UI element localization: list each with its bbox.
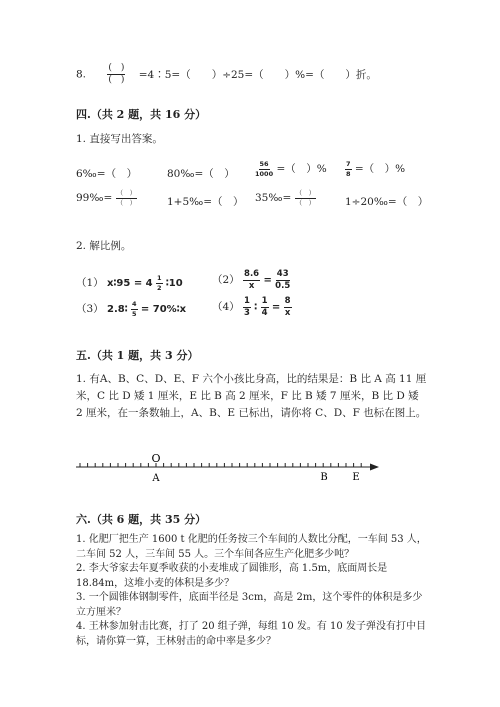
fraction-denominator: 8 (346, 169, 351, 178)
question-8 (76, 64, 377, 85)
oral-calc-2a-pre: 99‰= (76, 192, 113, 204)
blank-fraction (116, 190, 138, 206)
oral-calc-1b: 80‰=（ ） (167, 168, 235, 180)
point-label-b: B (320, 472, 328, 483)
oral-calc-1a: 6‰=（ ） (76, 168, 138, 180)
section-4-title: 四.（共 2 题，共 16 分） (76, 108, 207, 121)
fraction-numerator: 7 (346, 160, 351, 168)
fraction-numerator: 1 (244, 296, 250, 306)
proportion-2 (212, 270, 290, 290)
colon-sign: ∶ (254, 302, 258, 313)
fraction-denominator: 0.5 (275, 280, 291, 291)
fraction-numerator: 8.6 (244, 269, 260, 279)
section-4-q2: 2. 解比例。 (76, 240, 132, 252)
oral-calc-2c-pre: 35‰= (255, 192, 292, 204)
fraction-denominator: （ ） (116, 198, 137, 207)
number-line (0, 448, 500, 498)
fraction-denominator: 5 (132, 309, 137, 318)
fraction-numerator: 43 (276, 269, 289, 279)
section-6-title: 六.（共 6 题，共 35 分） (76, 513, 207, 526)
origin-label: O (151, 452, 161, 465)
word-problem-1: 1. 化肥厂把生产 1600 t 化肥的任务按三个车间的人数比分配，一车间 53 人，二车间 52 人，三车间 55 人。三个车间各应生产化肥多少吨？ (76, 534, 427, 560)
oral-calc-2a (76, 190, 137, 206)
fraction-numerator: 56 (259, 160, 269, 168)
fraction (275, 270, 290, 290)
fraction-numerator: （ ） (295, 189, 316, 197)
section-5-question: 1. 有A、B、C、D、E、F 六个小孩比身高，比的结果是：B 比 A 高 11 厘米，C 比 D 矮 1 厘米，E 比 B 高 2 厘米，F 比 B 矮 7 厘米，B 比 D 矮 2 厘米，在一条数轴上，A、B、E 已标出，请你将 C、D、F 也标在图上。 (76, 373, 427, 419)
fraction-denominator: 3 (244, 307, 250, 318)
equals-sign: = (263, 275, 272, 286)
fraction (284, 297, 292, 317)
blank-fraction (107, 64, 125, 85)
proportion-3 (76, 301, 186, 317)
fraction-denominator: x (284, 307, 291, 318)
number-line-arrow-icon (370, 464, 379, 471)
proportion-label: （4） (212, 301, 240, 313)
proportion-label: （1） (76, 277, 104, 289)
fraction-denominator: x (248, 280, 255, 291)
oral-calc-2b: 1+5‰=（ ） (167, 196, 244, 208)
oral-calc-2d: 1÷20‰=（ ） (345, 196, 429, 208)
proportion-4 (212, 297, 292, 317)
oral-calc-1c (255, 161, 327, 177)
fraction (345, 161, 352, 177)
question-number: 8. (76, 68, 87, 81)
point-label-a: A (152, 473, 160, 484)
fraction (243, 270, 260, 290)
fraction (156, 275, 163, 291)
fraction-numerator: （ ） (116, 189, 137, 197)
proportion-3-right: = 70%∶x (140, 304, 187, 315)
number-line-ticks (80, 463, 361, 467)
fraction-numerator: ( ) (108, 63, 125, 73)
blank-fraction (295, 190, 317, 206)
fraction-denominator: ( ) (108, 75, 125, 85)
fraction-numerator: 8 (284, 296, 291, 306)
proportion-3-left: 2.8∶ (107, 304, 128, 315)
word-problem-2: 2. 李大爷家去年夏季收获的小麦堆成了圆锥形，高 1.5m，底面周长是 18.84m，这堆小麦的体积是多少？ (76, 563, 388, 589)
section-6-questions (76, 533, 430, 649)
fraction-numerator: 1 (156, 274, 162, 282)
fraction-denominator: 4 (261, 307, 268, 318)
fraction-denominator: （ ） (295, 198, 316, 207)
question-8-text: =4∶5=（ ）÷25=（ ）%=（ ）折。 (138, 68, 377, 81)
proportion-label: （2） (212, 274, 240, 286)
proportion-1 (76, 275, 183, 291)
point-label-e: E (352, 472, 360, 483)
proportion-label: （3） (76, 303, 104, 315)
proportion-1-right: ∶10 (165, 278, 183, 289)
fraction-denominator: 1000 (255, 169, 274, 178)
fraction (131, 301, 138, 317)
proportion-1-left: x∶95 = 4 (107, 278, 153, 289)
fraction-numerator: 1 (261, 296, 268, 306)
oral-calc-1d (345, 161, 405, 177)
equals-sign: = (271, 302, 281, 313)
oral-calc-1c-rest: =（ ）% (276, 163, 327, 175)
word-problem-3: 3. 一个圆锥体钢制零件，底面半径是 3cm，高是 2m，这个零件的体积是多少立方厘米？ (76, 592, 423, 618)
oral-calc-2c (255, 190, 316, 206)
fraction (255, 161, 273, 177)
word-problem-4: 4. 王林参加射击比赛，打了 20 组子弹，每组 10 发。有 10 发子弹没有打中目标，请你算一算，王林射击的命中率是多少？ (76, 621, 426, 647)
fraction-numerator: 4 (132, 300, 137, 308)
fraction (243, 297, 251, 317)
fraction-denominator: 2 (156, 283, 162, 292)
section-4-q1: 1. 直接写出答案。 (76, 133, 163, 145)
oral-calc-1d-rest: =（ ）% (354, 163, 406, 175)
section-5-title: 五.（共 1 题，共 3 分） (76, 349, 199, 362)
fraction (261, 297, 269, 317)
